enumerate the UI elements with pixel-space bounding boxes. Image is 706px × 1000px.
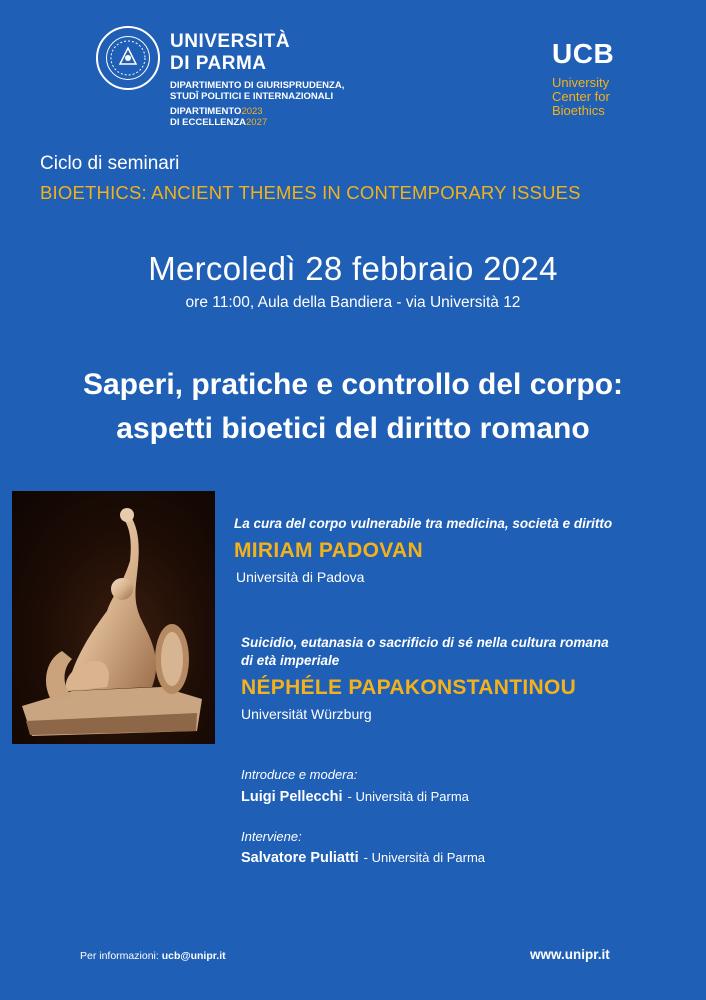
footer-email-link[interactable]: ucb@unipr.it [161, 950, 226, 962]
series-label: Ciclo di seminari [40, 153, 180, 174]
discussant-affiliation: - Università di Parma [363, 850, 486, 865]
discussant-role: Interviene: [241, 829, 302, 844]
moderator-affiliation: - Università di Parma [347, 789, 469, 804]
discussant-name: Salvatore Puliatti [241, 850, 359, 866]
footer-info-label: Per informazioni: [80, 950, 159, 962]
excellence-badge [170, 106, 267, 128]
talk2-title [241, 634, 609, 670]
talk2-title-line1: Suicidio, eutanasia o sacrificio di sé nella cultura romana [241, 635, 609, 650]
dying-gaul-statue-image [12, 491, 215, 744]
ucb-line2: Center for [552, 89, 610, 104]
moderator [241, 789, 469, 805]
university-line1: UNIVERSITÀ [170, 31, 291, 52]
talk2-speaker: NÉPHÉLE PAPAKONSTANTINOU [241, 676, 577, 699]
excellence-word2: DI ECCELLENZA [170, 117, 246, 128]
talk1-affiliation: Università di Padova [236, 569, 365, 585]
department-name [170, 80, 344, 102]
department-line2: STUDÎ POLITICI E INTERNAZIONALI [170, 91, 334, 102]
footer-website-link[interactable]: www.unipr.it [530, 947, 610, 962]
university-name [170, 31, 290, 75]
event-title-line2: aspetti bioetici del diritto romano [116, 412, 590, 445]
talk1-title-line1: La cura del corpo vulnerabile tra medicina, società e diritto [234, 516, 613, 531]
excellence-year2: 2027 [246, 117, 268, 128]
excellence-year1: 2023 [241, 106, 263, 117]
ucb-logo: UCB [552, 38, 615, 69]
series-title: BIOETHICS: ANCIENT THEMES IN CONTEMPORARY ISSUES [40, 182, 581, 203]
talk2-title-line2: di età imperiale [241, 653, 340, 668]
university-line2: DI PARMA [170, 53, 267, 74]
seal-emblem [106, 36, 150, 80]
event-title-line1: Saperi, pratiche e controllo del corpo: [82, 368, 624, 401]
ucb-line3: Bioethics [552, 103, 605, 118]
moderator-name: Luigi Pellecchi [241, 789, 343, 805]
footer-info [80, 950, 226, 962]
event-date: Mercoledì 28 febbraio 2024 [148, 250, 558, 287]
talk2-affiliation: Universität Würzburg [241, 706, 372, 722]
department-line1: DIPARTIMENTO DI GIURISPRUDENZA, [170, 80, 345, 91]
moderator-role: Introduce e modera: [241, 767, 358, 782]
excellence-word1: DIPARTIMENTO [170, 106, 242, 117]
ucb-line1: University [552, 75, 610, 90]
discussant [241, 850, 485, 866]
event-title [0, 363, 706, 451]
university-seal-icon [96, 26, 160, 90]
event-time-place: ore 11:00, Aula della Bandiera - via Università 12 [185, 294, 521, 311]
talk1-title [234, 515, 612, 533]
talk1-speaker: MIRIAM PADOVAN [234, 539, 423, 562]
